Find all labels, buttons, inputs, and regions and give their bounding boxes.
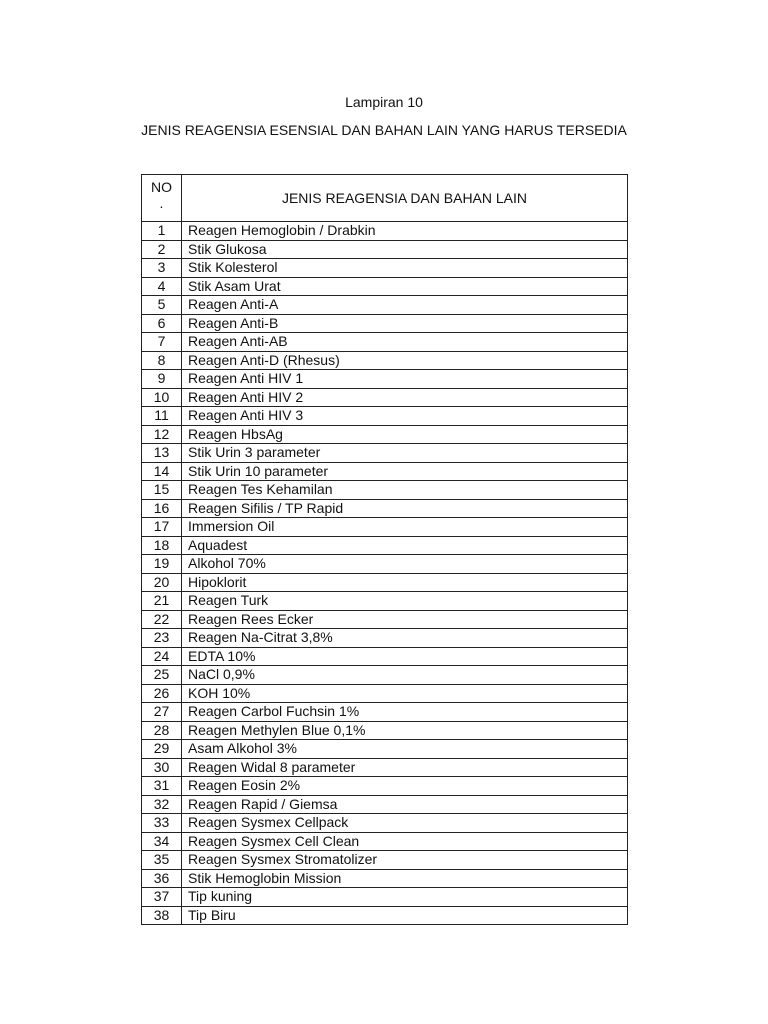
reagent-name: Reagen HbsAg [182, 425, 628, 444]
row-number: 29 [142, 740, 182, 759]
table-row [142, 888, 628, 907]
reagent-name: Tip Biru [182, 906, 628, 925]
table-row [142, 703, 628, 722]
table-row [142, 240, 628, 259]
row-number: 24 [142, 647, 182, 666]
reagent-name: Immersion Oil [182, 518, 628, 537]
row-number: 18 [142, 536, 182, 555]
column-header-name: JENIS REAGENSIA DAN BAHAN LAIN [182, 175, 628, 222]
reagent-name: Reagen Anti HIV 1 [182, 370, 628, 389]
table-row [142, 370, 628, 389]
row-number: 21 [142, 592, 182, 611]
table-body [142, 222, 628, 925]
row-number: 23 [142, 629, 182, 648]
row-number: 32 [142, 795, 182, 814]
table-row [142, 740, 628, 759]
reagent-name: Alkohol 70% [182, 555, 628, 574]
table-row [142, 222, 628, 241]
reagent-name: Stik Hemoglobin Mission [182, 869, 628, 888]
row-number: 6 [142, 314, 182, 333]
reagent-name: Reagen Na-Citrat 3,8% [182, 629, 628, 648]
document-title: JENIS REAGENSIA ESENSIAL DAN BAHAN LAIN YANG HARUS TERSEDIA [141, 122, 627, 138]
row-number: 3 [142, 259, 182, 278]
row-number: 25 [142, 666, 182, 685]
reagent-name: Reagen Sysmex Stromatolizer [182, 851, 628, 870]
reagent-name: KOH 10% [182, 684, 628, 703]
row-number: 5 [142, 296, 182, 315]
table-row [142, 573, 628, 592]
table-header-row [142, 175, 628, 222]
table-row [142, 869, 628, 888]
reagent-name: Reagen Rees Ecker [182, 610, 628, 629]
table-row [142, 444, 628, 463]
table-row [142, 462, 628, 481]
table-row [142, 555, 628, 574]
table-row [142, 259, 628, 278]
reagent-name: Stik Glukosa [182, 240, 628, 259]
table-row [142, 536, 628, 555]
row-number: 28 [142, 721, 182, 740]
reagent-name: Reagen Methylen Blue 0,1% [182, 721, 628, 740]
table-row [142, 592, 628, 611]
row-number: 10 [142, 388, 182, 407]
reagent-name: Reagen Rapid / Giemsa [182, 795, 628, 814]
row-number: 35 [142, 851, 182, 870]
column-header-no-line1: NO [151, 179, 172, 195]
table-row [142, 795, 628, 814]
table-row [142, 351, 628, 370]
reagent-name: Tip kuning [182, 888, 628, 907]
row-number: 20 [142, 573, 182, 592]
row-number: 33 [142, 814, 182, 833]
row-number: 27 [142, 703, 182, 722]
row-number: 11 [142, 407, 182, 426]
row-number: 34 [142, 832, 182, 851]
row-number: 14 [142, 462, 182, 481]
reagent-name: Reagen Anti-D (Rhesus) [182, 351, 628, 370]
reagent-name: Reagen Sysmex Cell Clean [182, 832, 628, 851]
row-number: 19 [142, 555, 182, 574]
table-row [142, 333, 628, 352]
reagent-name: Reagen Hemoglobin / Drabkin [182, 222, 628, 241]
row-number: 13 [142, 444, 182, 463]
table-row [142, 758, 628, 777]
table-row [142, 314, 628, 333]
row-number: 30 [142, 758, 182, 777]
reagent-name: Asam Alkohol 3% [182, 740, 628, 759]
reagent-name: Reagen Anti HIV 2 [182, 388, 628, 407]
reagent-name: EDTA 10% [182, 647, 628, 666]
row-number: 8 [142, 351, 182, 370]
reagent-name: Stik Asam Urat [182, 277, 628, 296]
reagent-name: Reagen Eosin 2% [182, 777, 628, 796]
table-row [142, 518, 628, 537]
row-number: 15 [142, 481, 182, 500]
reagent-name: Reagen Sifilis / TP Rapid [182, 499, 628, 518]
reagent-name: Reagen Sysmex Cellpack [182, 814, 628, 833]
appendix-label: Lampiran 10 [345, 94, 423, 110]
row-number: 26 [142, 684, 182, 703]
reagent-name: Reagen Turk [182, 592, 628, 611]
row-number: 4 [142, 277, 182, 296]
row-number: 31 [142, 777, 182, 796]
row-number: 1 [142, 222, 182, 241]
table-row [142, 832, 628, 851]
row-number: 12 [142, 425, 182, 444]
table-row [142, 388, 628, 407]
table-row [142, 610, 628, 629]
reagent-name: Reagen Tes Kehamilan [182, 481, 628, 500]
table-row [142, 277, 628, 296]
reagent-table [141, 174, 628, 925]
reagent-name: Stik Urin 3 parameter [182, 444, 628, 463]
reagent-name: Aquadest [182, 536, 628, 555]
reagent-name: NaCl 0,9% [182, 666, 628, 685]
table-row [142, 499, 628, 518]
table-row [142, 481, 628, 500]
reagent-name: Reagen Widal 8 parameter [182, 758, 628, 777]
column-header-no-line2: . [159, 195, 164, 211]
table-row [142, 814, 628, 833]
table-row [142, 906, 628, 925]
row-number: 22 [142, 610, 182, 629]
reagent-name: Hipoklorit [182, 573, 628, 592]
table-row [142, 407, 628, 426]
reagent-name: Stik Urin 10 parameter [182, 462, 628, 481]
row-number: 38 [142, 906, 182, 925]
table-row [142, 777, 628, 796]
table-row [142, 629, 628, 648]
column-header-no [142, 175, 182, 222]
row-number: 37 [142, 888, 182, 907]
reagent-name: Reagen Carbol Fuchsin 1% [182, 703, 628, 722]
reagent-name: Reagen Anti-A [182, 296, 628, 315]
table-row [142, 647, 628, 666]
row-number: 36 [142, 869, 182, 888]
table-row [142, 296, 628, 315]
table-row [142, 684, 628, 703]
row-number: 2 [142, 240, 182, 259]
row-number: 7 [142, 333, 182, 352]
table-row [142, 721, 628, 740]
reagent-name: Reagen Anti-B [182, 314, 628, 333]
table-row [142, 425, 628, 444]
table-row [142, 851, 628, 870]
reagent-name: Stik Kolesterol [182, 259, 628, 278]
table-header [142, 175, 628, 222]
row-number: 17 [142, 518, 182, 537]
row-number: 9 [142, 370, 182, 389]
reagent-name: Reagen Anti-AB [182, 333, 628, 352]
table-row [142, 666, 628, 685]
row-number: 16 [142, 499, 182, 518]
reagent-name: Reagen Anti HIV 3 [182, 407, 628, 426]
